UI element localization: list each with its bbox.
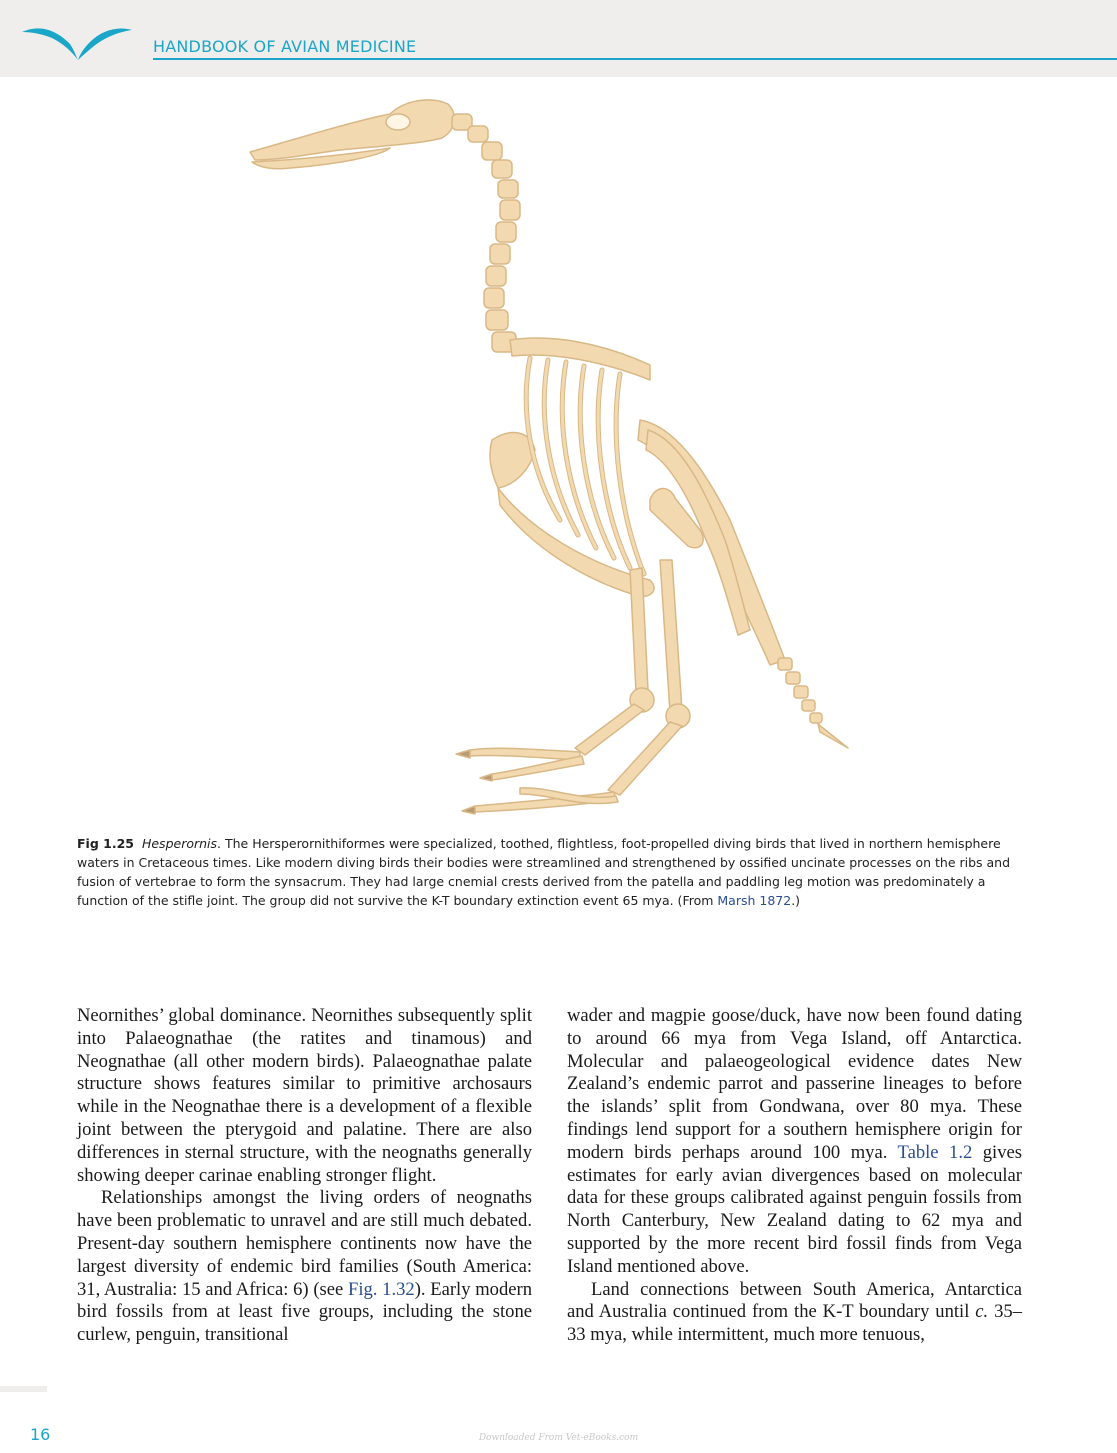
hesperornis-skeleton-illustration: [230, 90, 870, 820]
left-column: [77, 1005, 532, 1347]
table-reference-link[interactable]: Table 1.2: [897, 1141, 973, 1163]
figure-label: Fig 1.25: [77, 836, 134, 851]
right-column: [567, 1005, 1022, 1347]
left-paragraph-2: [77, 1187, 532, 1347]
figure-caption: [77, 834, 1022, 910]
circa-abbreviation: c.: [975, 1301, 989, 1323]
caption-genus: Hesperornis: [141, 836, 218, 851]
right-paragraph-2: [567, 1279, 1022, 1347]
right-paragraph-1: [567, 1005, 1022, 1279]
caption-reference-link[interactable]: Marsh 1872: [717, 893, 792, 908]
header-rule: [153, 58, 1117, 60]
caption-text: . The Hersperornithiformes were specialized, toothed, flightless, foot-propelled diving birds that lived in northern hemisphere waters in Cretaceous times. Like modern diving birds their bodies were streamlined and strengthened by ossified uncinate processes on the ribs and fusion of vertebrae to form the synsacrum. They had large cnemial crests derived from the patella and paddling leg motion was predominately a function of the stifle joint. The group did not survive the K-T boundary extinction event 65 mya. (From: [77, 836, 1011, 908]
right-p2-text-start: Land connections between South America, Antarctica and Australia continued from the K-T boundary until: [567, 1278, 1022, 1323]
page-tab: [0, 1386, 47, 1392]
right-p2-text-end: 35–33 mya, while intermittent, much more tenuous,: [567, 1301, 1022, 1346]
left-paragraph-1: Neornithes’ global dominance. Neornithes subsequently split into Palaeognathae (the ratites and tinamous) and Neognathae (all other modern birds). Palaeognathae palate structure shows features similar to primitive archosaurs while in the Neognathae there is a development of a flexible joint between the pterygoid and palatine. There are also differences in sternal structure, with the neognaths generally showing deeper carinae enabling stronger flight.: [77, 1005, 532, 1186]
page-header: [0, 0, 1117, 77]
figure-reference-link[interactable]: Fig. 1.32: [347, 1278, 415, 1300]
caption-end: .): [791, 893, 801, 908]
left-p2-text-end: ). Early modern bird fossils from at least five groups, including the stone curlew, penguin, transitional: [77, 1278, 533, 1346]
download-watermark: Downloaded From Vet-eBooks.com: [478, 1433, 639, 1443]
running-header-title: HANDBOOK OF AVIAN MEDICINE: [153, 37, 417, 56]
page-number: 16: [30, 1425, 51, 1444]
right-p1-text-start: wader and magpie goose/duck, have now been found dating to around 66 mya from Vega Island, off Antarctica. Molecular and palaeogeological evidence dates New Zealand’s endemic parrot and passerine lineages to before the islands’ split from Gondwana, over 80 mya. These findings lend support for a southern hemisphere origin for modern birds perhaps around 100 mya.: [567, 1005, 1022, 1163]
left-p2-text-start: Relationships amongst the living orders of neognaths have been problematic to unravel and are still much debated. Present-day southern hemisphere continents now have the largest diversity of endemic bird families (South America: 31, Australia: 15 and Africa: 6) (see: [77, 1187, 532, 1300]
bird-logo-icon: [22, 22, 132, 62]
right-p1-text-end: gives estimates for early avian divergences based on molecular data for these groups calibrated against penguin fossils from North Canterbury, New Zealand dating to 62 mya and supported by the more recent bird fossil finds from Vega Island mentioned above.: [567, 1141, 1022, 1277]
